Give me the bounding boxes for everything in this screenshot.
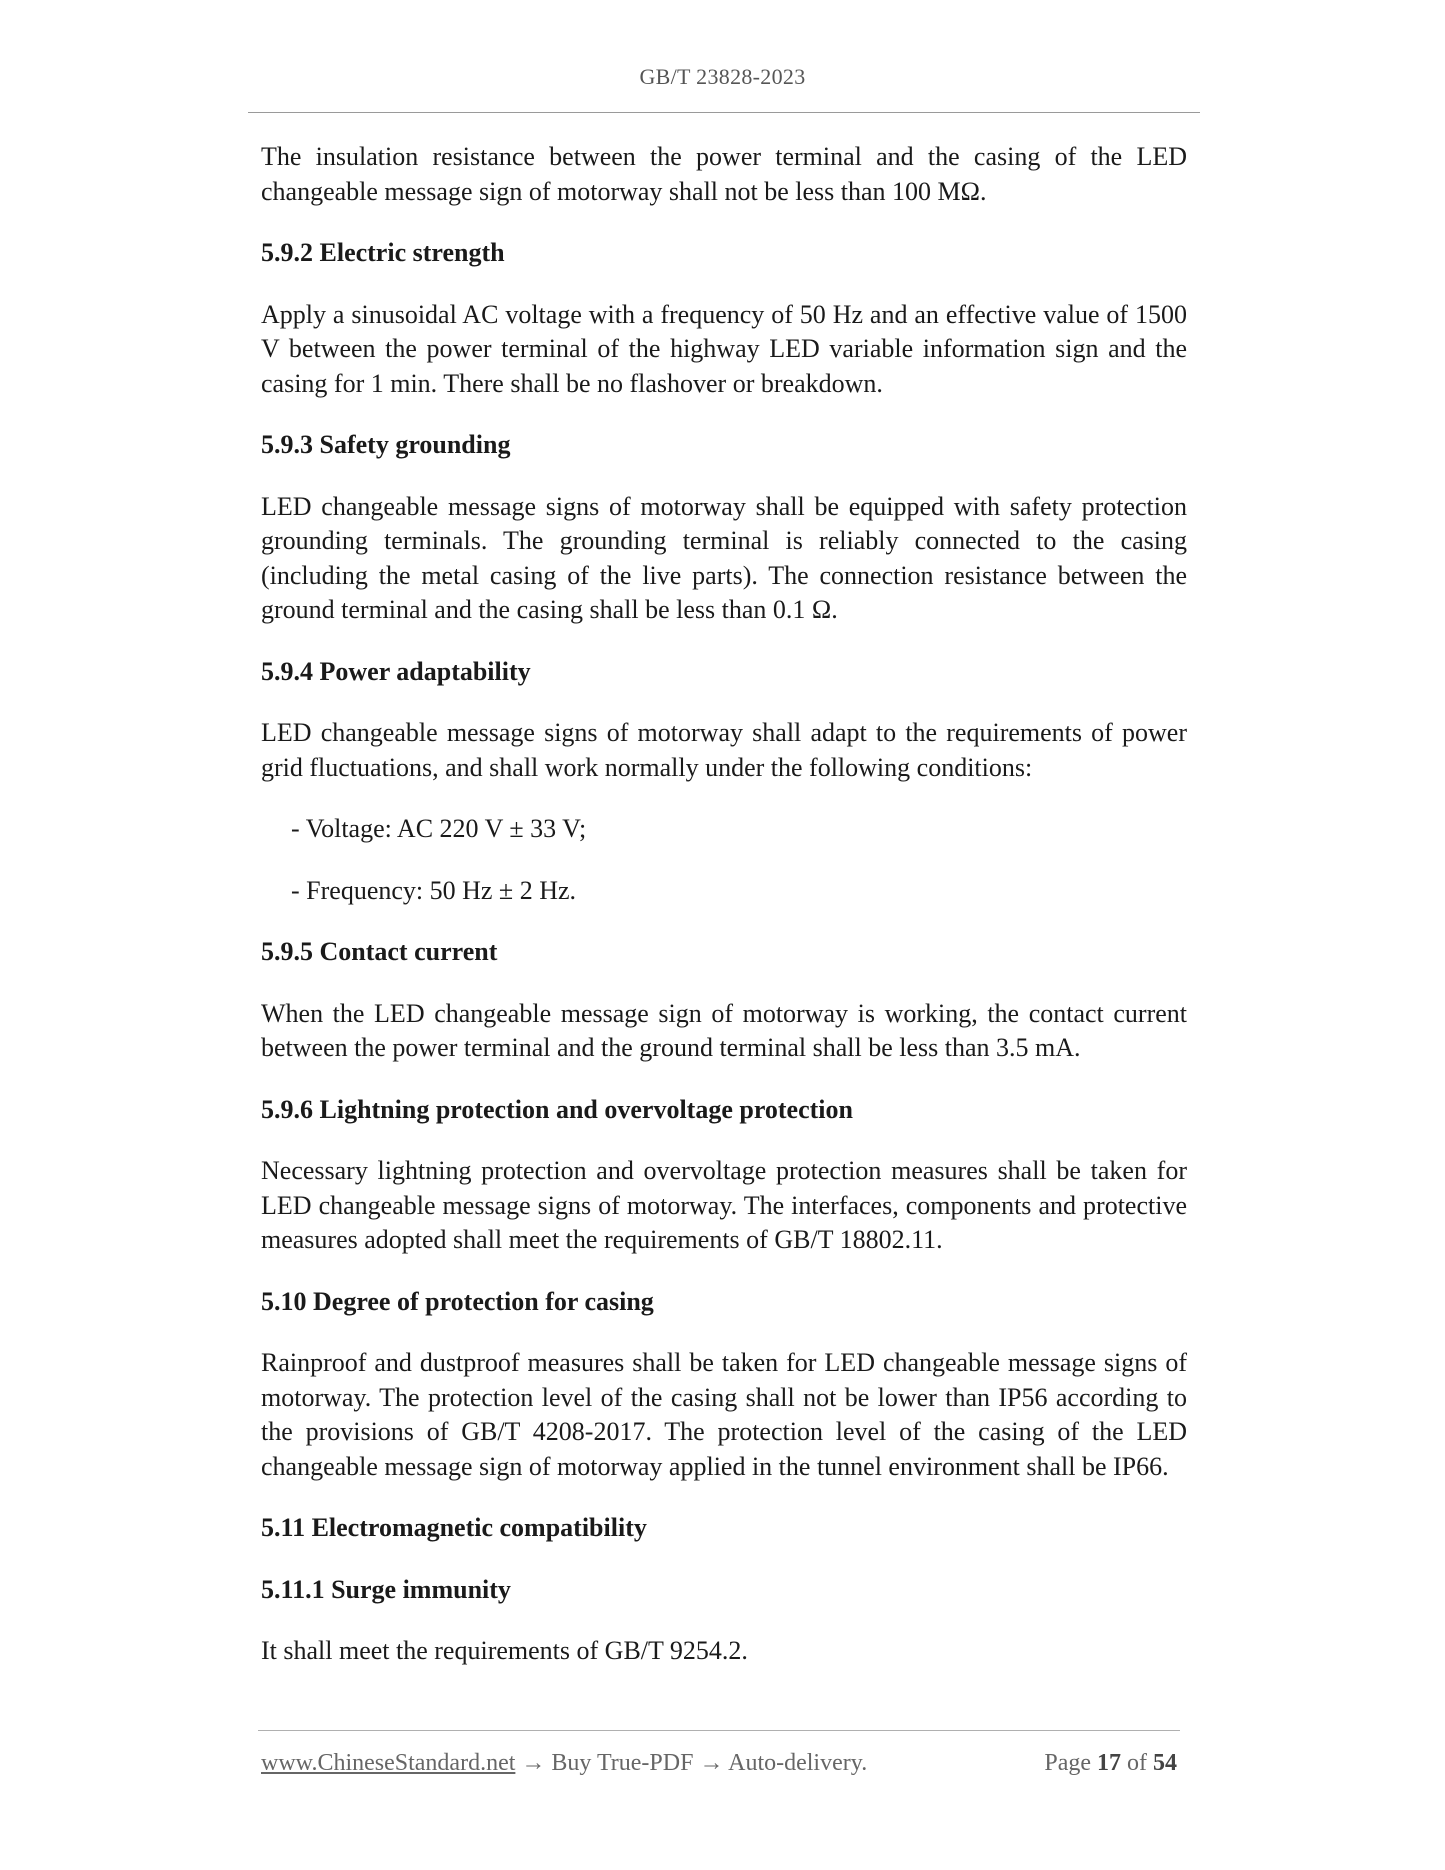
document-id-header: GB/T 23828-2023: [639, 64, 806, 89]
header-divider: [248, 112, 1200, 113]
paragraph-lightning-protection: Necessary lightning protection and overvoltage protection measures shall be taken for LED changeable message signs of motorway. The interfaces, components and protective measures adopted shall meet the requirements of GB/T 18802.11.: [261, 1156, 1187, 1254]
paragraph-insulation-resistance: The insulation resistance between the power terminal and the casing of the LED changeable message sign of motorway shall not be less than 100 MΩ.: [261, 142, 1187, 206]
heading-5-10: 5.10 Degree of protection for casing: [261, 1286, 654, 1316]
paragraph-safety-grounding: LED changeable message signs of motorway shall be equipped with safety protection grounding terminals. The grounding terminal is reliably connected to the casing (including the metal casing of the live parts). The connection resistance between the ground terminal and the casing shall be less than 0.1 Ω.: [261, 491, 1187, 624]
paragraph-electric-strength: Apply a sinusoidal AC voltage with a frequency of 50 Hz and an effective value of 1500 V between the power terminal of the highway LED variable information sign and the casing for 1 min. There shall be no flashover or breakdown.: [261, 299, 1187, 398]
heading-5-9-4: 5.9.4 Power adaptability: [261, 656, 531, 686]
of-word: of: [1127, 1750, 1147, 1776]
list-item-voltage: - Voltage: AC 220 V ± 33 V;: [291, 814, 587, 843]
page-total-number: 54: [1153, 1750, 1177, 1776]
footer-left: [261, 1750, 867, 1777]
page-current-number: 17: [1097, 1750, 1121, 1776]
list-item-frequency: - Frequency: 50 Hz ± 2 Hz.: [291, 875, 577, 905]
paragraph-power-adaptability: LED changeable message signs of motorway shall adapt to the requirements of power grid fluctuations, and shall work normally under the following conditions:: [261, 718, 1187, 782]
document-body: [261, 140, 1187, 1696]
page-indicator: [1044, 1750, 1177, 1777]
website-link[interactable]: www.ChineseStandard.net: [261, 1750, 516, 1776]
heading-5-11: 5.11 Electromagnetic compatibility: [261, 1513, 647, 1542]
page-footer: [261, 1750, 1177, 1777]
heading-5-9-6: 5.9.6 Lightning protection and overvoltage protection: [261, 1094, 853, 1124]
heading-5-9-2: 5.9.2 Electric strength: [261, 238, 505, 267]
page-word: Page: [1044, 1750, 1091, 1776]
footer-divider: [258, 1730, 1180, 1731]
paragraph-surge-immunity: It shall meet the requirements of GB/T 9254.2.: [261, 1636, 748, 1665]
heading-5-11-1: 5.11.1 Surge immunity: [261, 1574, 511, 1604]
paragraph-degree-of-protection: Rainproof and dustproof measures shall be taken for LED changeable message signs of motorway. The protection level of the casing shall not be lower than IP56 according to the provisions of GB/T 4208-2017. The protection level of the casing of the LED changeable message sign of motorway applied in the tunnel environment shall be IP66.: [261, 1348, 1187, 1481]
paragraph-contact-current: When the LED changeable message sign of motorway is working, the contact current between the power terminal and the ground terminal shall be less than 3.5 mA.: [261, 998, 1187, 1062]
heading-5-9-5: 5.9.5 Contact current: [261, 937, 498, 966]
heading-5-9-3: 5.9.3 Safety grounding: [261, 430, 511, 459]
footer-tagline: → Buy True-PDF → Auto-delivery.: [515, 1750, 868, 1776]
